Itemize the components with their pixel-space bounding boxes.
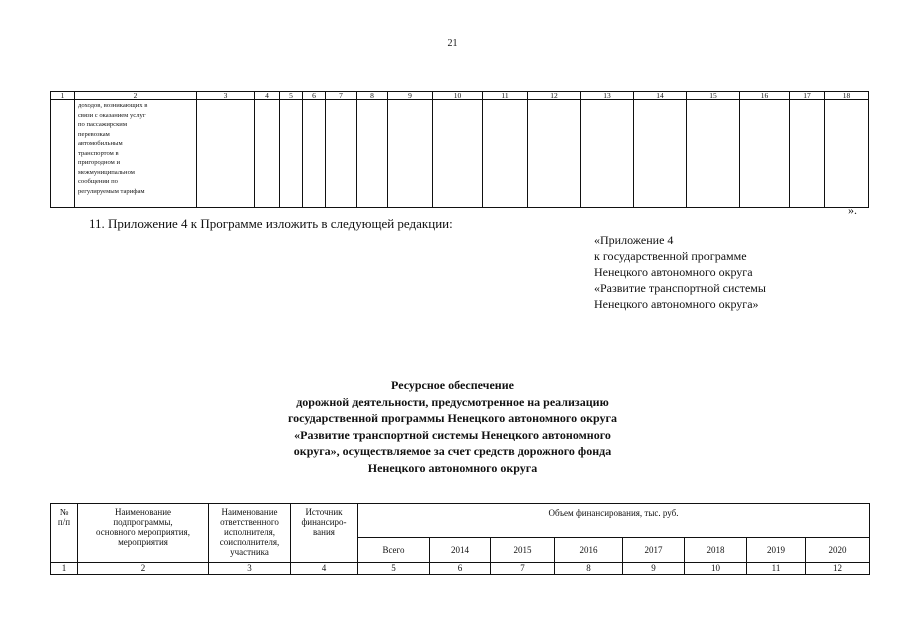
appendix-line: к государственной программе [594,249,747,263]
page-number: 21 [447,38,458,49]
column-number: 6 [303,92,326,100]
cell [51,100,75,208]
column-number: 13 [581,92,634,100]
cell [197,100,255,208]
cell [433,100,483,208]
cell [388,100,433,208]
title-line: Ненецкого автономного округа [367,460,538,475]
column-number: 12 [528,92,581,100]
cell [634,100,687,208]
cell [740,100,790,208]
column-number: 18 [825,92,869,100]
appendix-line: «Развитие транспортной системы [594,281,766,295]
appendix-line: Ненецкого автономного округа» [594,297,759,311]
cell [581,100,634,208]
cell [687,100,740,208]
appendix-header [594,232,766,312]
point-11-text: 11. Приложение 4 к Программе изложить в следующей редакции: [89,216,453,231]
column-number: 5 [358,563,430,575]
cell [483,100,528,208]
cell [528,100,581,208]
cell [326,100,357,208]
year-header: 2020 [806,538,870,563]
header-number: № п/п [51,504,78,563]
appendix-line: Ненецкого автономного округа [594,265,753,279]
cell [825,100,869,208]
column-number: 7 [491,563,555,575]
year-header: 2014 [430,538,491,563]
title-line: Ресурсное обеспечение [391,378,514,392]
column-number: 14 [634,92,687,100]
resource-table [50,503,870,575]
column-number: 12 [806,563,870,575]
cell [790,100,825,208]
column-number: 10 [685,563,747,575]
column-number: 2 [75,92,197,100]
cell [303,100,326,208]
column-number: 3 [209,563,291,575]
column-number: 9 [623,563,685,575]
appendix-line: «Приложение 4 [594,233,674,247]
column-number: 16 [740,92,790,100]
column-number: 8 [555,563,623,575]
column-number: 7 [326,92,357,100]
column-number-row [51,563,870,575]
header-funding: Объем финансирования, тыс. руб. [358,504,870,538]
year-header: 2018 [685,538,747,563]
column-number: 11 [747,563,806,575]
year-header: 2019 [747,538,806,563]
title-line: округа», осуществляемое за счет средств дорожного фонда [293,444,612,458]
year-header: 2015 [491,538,555,563]
cell [280,100,303,208]
row-description: доходов, возникающих в связи с оказанием услуг по пассажирским перевозкам автомобильным транспортом в пригородном и межмуниципальном сообщении по регулируемым тарифам [75,100,197,208]
column-number: 1 [51,92,75,100]
column-number: 17 [790,92,825,100]
year-header: Всего [358,538,430,563]
header-name: Наименование подпрограммы, основного мероприятия, мероприятия [78,504,209,563]
column-number: 9 [388,92,433,100]
continuation-table [50,91,869,208]
column-number: 10 [433,92,483,100]
column-number: 4 [291,563,358,575]
closing-quote: ». [848,203,857,217]
year-header: 2016 [555,538,623,563]
column-number: 1 [51,563,78,575]
column-number: 5 [280,92,303,100]
column-number: 3 [197,92,255,100]
column-number: 2 [78,563,209,575]
header-executor: Наименование ответственного исполнителя, соисполнителя, участника [209,504,291,563]
column-number: 4 [255,92,280,100]
title-line: государственной программы Ненецкого автономного округа [288,411,617,425]
column-number: 11 [483,92,528,100]
cell [255,100,280,208]
table-row [51,100,869,208]
column-number: 8 [357,92,388,100]
cell [357,100,388,208]
title-line: «Развитие транспортной системы Ненецкого автономного [294,427,611,442]
column-number: 15 [687,92,740,100]
year-header: 2017 [623,538,685,563]
header-source: Источник финансиро- вания [291,504,358,563]
column-number-row [51,92,869,100]
column-number: 6 [430,563,491,575]
title-line: дорожной деятельности, предусмотренное на реализацию [296,394,609,409]
document-title [0,377,905,476]
